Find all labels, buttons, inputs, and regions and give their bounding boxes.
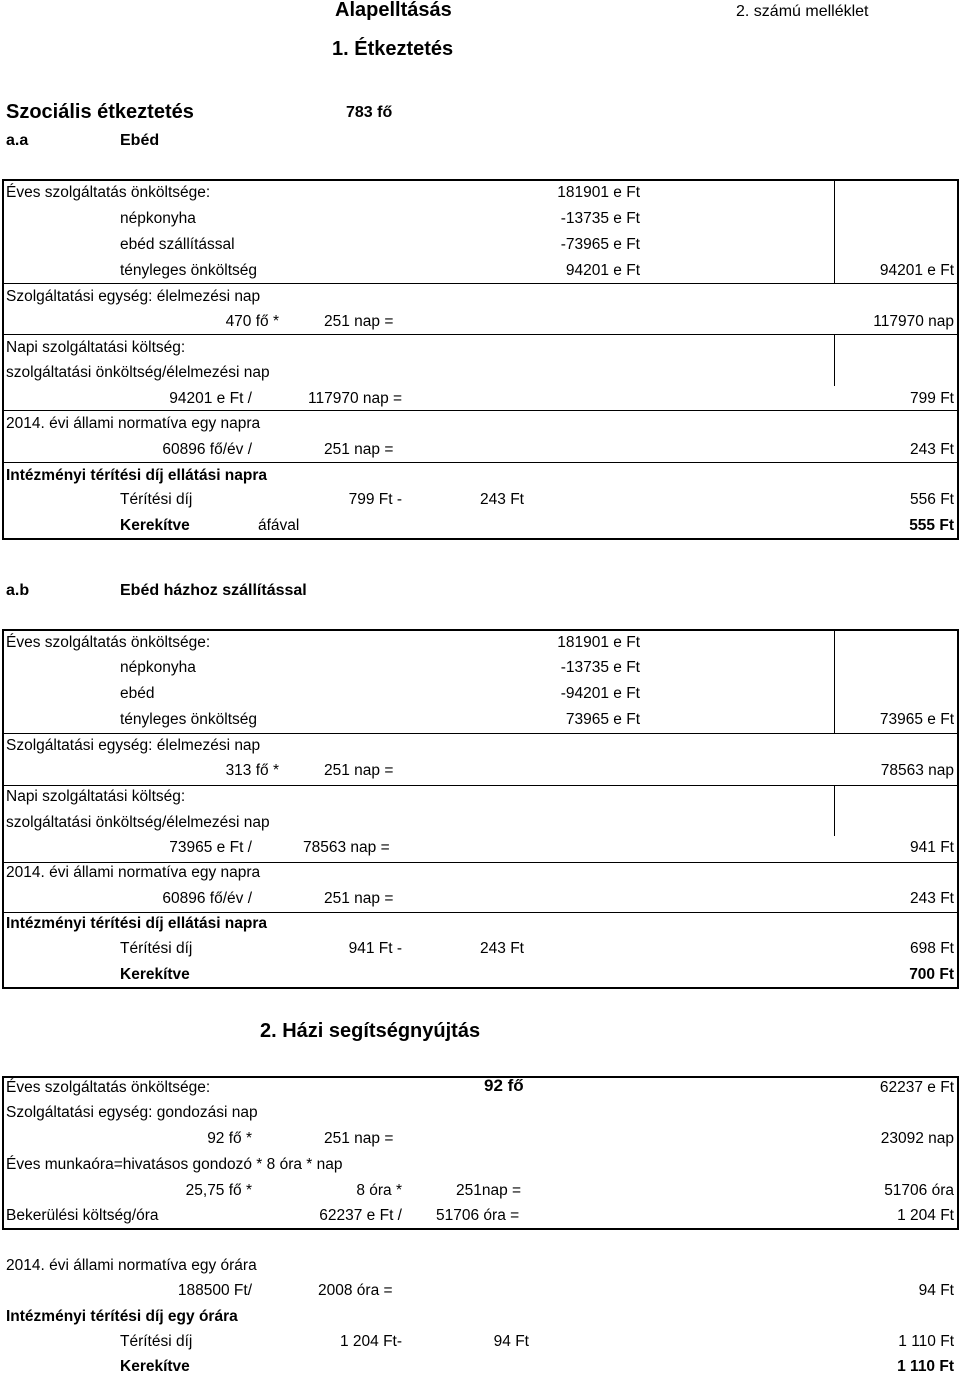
person-count: 92 fő — [484, 1076, 524, 1095]
label: 251 nap = — [324, 890, 394, 907]
section-b-code: a.b — [6, 582, 30, 599]
table-c-border-right — [957, 1076, 959, 1229]
label: 251 nap = — [324, 762, 394, 779]
section-a-name: Ebéd — [120, 132, 160, 149]
label: szolgáltatási önköltség/élelmezési nap — [6, 364, 270, 381]
value: 243 Ft — [910, 890, 954, 907]
table-a-rule — [3, 334, 958, 335]
value: -13735 e Ft — [560, 659, 640, 676]
value: 555 Ft — [909, 517, 954, 534]
value: 94201 e Ft — [565, 262, 640, 279]
subsection-title: Szociális étkeztetés — [6, 101, 194, 123]
value: 700 Ft — [909, 966, 954, 983]
value: -73965 e Ft — [560, 236, 640, 253]
value: 23092 nap — [880, 1130, 954, 1147]
label: 92 fő * — [207, 1130, 252, 1147]
label: 1 204 Ft- — [339, 1333, 402, 1350]
value: 94201 e Ft — [879, 262, 954, 279]
value: 78563 nap — [880, 762, 954, 779]
label: 799 Ft - — [348, 491, 402, 508]
value: 117970 nap — [873, 313, 954, 330]
label: Éves munkaóra=hivatásos gondozó * 8 óra * nap — [6, 1156, 343, 1173]
label: Szolgáltatási egység: gondozási nap — [6, 1104, 258, 1121]
label: 117970 nap = — [308, 390, 403, 407]
table-b-divider — [834, 785, 835, 836]
section-a-code: a.a — [6, 132, 29, 149]
document-title: Alapelltásás — [335, 0, 452, 21]
label: Térítési díj — [120, 940, 193, 957]
label: 2014. évi állami normatíva egy napra — [6, 415, 261, 432]
table-b-rule — [3, 733, 958, 734]
value: 243 Ft — [910, 441, 954, 458]
label: Napi szolgáltatási költség: — [6, 788, 186, 805]
label: Intézményi térítési díj ellátási napra — [6, 467, 268, 484]
table-c-border-left — [2, 1076, 4, 1229]
label: szolgáltatási önköltség/élelmezési nap — [6, 814, 270, 831]
label: Intézményi térítési díj egy órára — [6, 1308, 238, 1325]
label: Szolgáltatási egység: élelmezési nap — [6, 737, 261, 754]
label: Térítési díj — [120, 491, 193, 508]
label: 243 Ft — [480, 491, 524, 508]
value: 799 Ft — [910, 390, 954, 407]
label: áfával — [258, 517, 300, 534]
label: 188500 Ft/ — [177, 1282, 252, 1299]
table-b-rule — [3, 785, 958, 786]
label: 60896 fő/év / — [162, 890, 252, 907]
label: 251 nap = — [324, 1130, 394, 1147]
value: 51706 óra — [884, 1182, 954, 1199]
value: 941 Ft — [910, 839, 954, 856]
value: 1 110 Ft — [897, 1358, 954, 1375]
label: népkonyha — [120, 659, 196, 676]
table-a-divider — [834, 180, 835, 283]
label: tényleges önköltség — [120, 711, 258, 728]
value: 73965 e Ft — [879, 711, 954, 728]
label: ebéd szállítással — [120, 236, 235, 253]
table-b-frame — [2, 629, 959, 989]
label: 251 nap = — [324, 313, 394, 330]
label: ebéd — [120, 685, 155, 702]
value: 698 Ft — [910, 940, 954, 957]
label: 470 fő * — [225, 313, 279, 330]
value: 62237 e Ft — [879, 1079, 954, 1096]
table-a-rule — [3, 283, 958, 284]
label: Bekerülési költség/óra — [6, 1207, 159, 1224]
label: 2008 óra = — [318, 1282, 393, 1299]
label: Éves szolgáltatás önköltsége: — [6, 184, 211, 201]
label: tényleges önköltség — [120, 262, 258, 279]
label: Kerekítve — [120, 966, 190, 983]
label: Napi szolgáltatási költség: — [6, 339, 186, 356]
value: 1 204 Ft — [897, 1207, 954, 1224]
label: 94201 e Ft / — [169, 390, 252, 407]
label: 51706 óra = — [436, 1207, 520, 1224]
value: 181901 e Ft — [557, 634, 640, 651]
value: 1 110 Ft — [898, 1333, 954, 1350]
person-count: 783 fő — [346, 104, 393, 121]
section-b-name: Ebéd házhoz szállítással — [120, 582, 307, 599]
value: 556 Ft — [910, 491, 954, 508]
label: Szolgáltatási egység: élelmezési nap — [6, 288, 261, 305]
label: 2014. évi állami normatíva egy órára — [6, 1257, 257, 1274]
label: Kerekítve — [120, 1358, 190, 1375]
table-c-rule-bottom — [2, 1228, 959, 1230]
label: Térítési díj — [120, 1333, 193, 1350]
annex-label: 2. számú melléklet — [736, 3, 869, 20]
table-b-divider — [834, 630, 835, 733]
label: 60896 fő/év / — [162, 441, 252, 458]
section-title-2: 2. Házi segítségnyújtás — [260, 1020, 481, 1042]
label: 25,75 fő * — [185, 1182, 252, 1199]
label: 251 nap = — [324, 441, 394, 458]
table-a-divider — [834, 334, 835, 386]
label: Éves szolgáltatás önköltsége: — [6, 1079, 211, 1096]
label: 2014. évi állami normatíva egy napra — [6, 864, 261, 881]
label: Éves szolgáltatás önköltsége: — [6, 634, 211, 651]
value: -94201 e Ft — [560, 685, 640, 702]
value: 73965 e Ft — [565, 711, 640, 728]
label: 313 fő * — [225, 762, 279, 779]
section-title-1: 1. Étkeztetés — [332, 38, 454, 60]
value: 94 Ft — [918, 1282, 954, 1299]
table-a-rule — [3, 462, 958, 463]
label: 78563 nap = — [303, 839, 390, 856]
label: 94 Ft — [493, 1333, 529, 1350]
label: 251nap = — [456, 1182, 522, 1199]
label: 243 Ft — [480, 940, 524, 957]
label: népkonyha — [120, 210, 196, 227]
label: Kerekítve — [120, 517, 190, 534]
label: 62237 e Ft / — [319, 1207, 402, 1224]
table-b-rule — [3, 912, 958, 913]
label: 941 Ft - — [348, 940, 402, 957]
table-a-rule — [3, 410, 958, 411]
label: 8 óra * — [356, 1182, 402, 1199]
value: -13735 e Ft — [560, 210, 640, 227]
value: 181901 e Ft — [557, 184, 640, 201]
label: 73965 e Ft / — [169, 839, 252, 856]
label: Intézményi térítési díj ellátási napra — [6, 915, 268, 932]
